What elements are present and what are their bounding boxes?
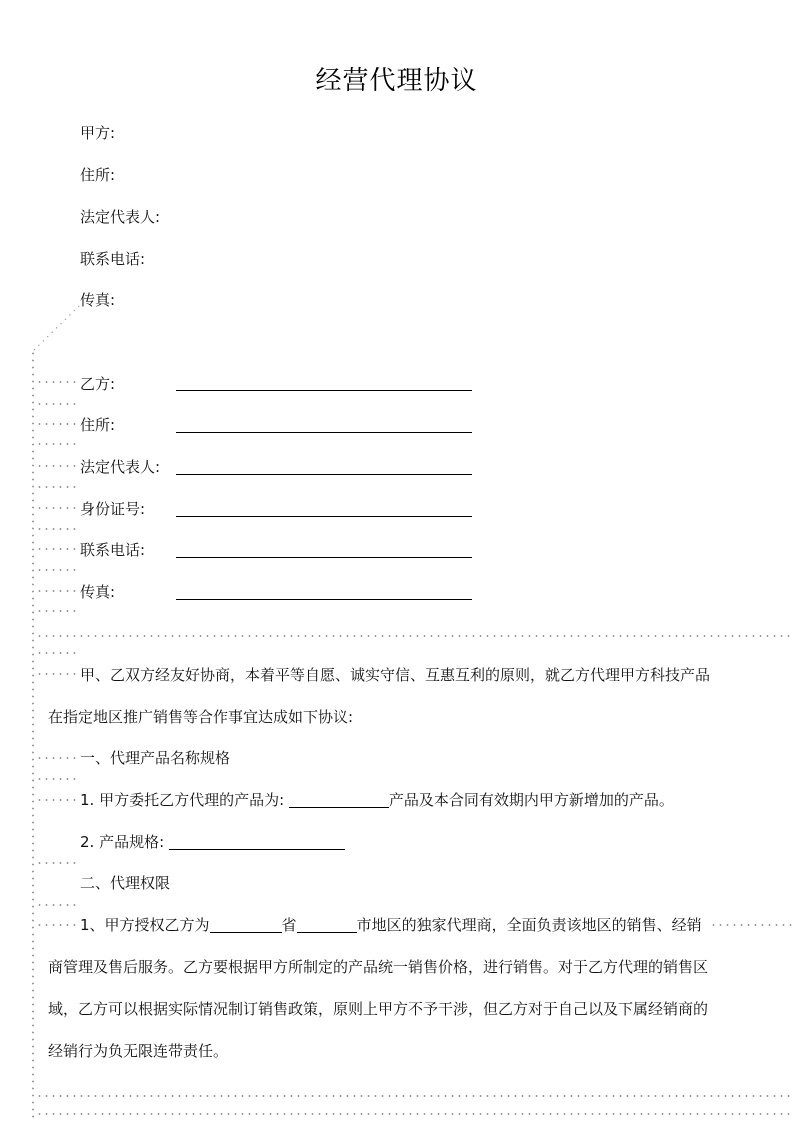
margin-dots-row <box>36 610 76 612</box>
margin-dots-row <box>36 799 76 801</box>
party-a-phone-label: 联系电话: <box>80 250 146 268</box>
party-b-id-label: 身份证号: <box>80 500 146 518</box>
margin-dots-row <box>36 381 76 383</box>
party-b-fax-label: 传真: <box>80 583 116 601</box>
intro-line-2: 在指定地区推广销售等合作事宜达成如下协议: <box>48 708 354 726</box>
section-2-heading: 二、代理权限 <box>80 874 171 892</box>
p1-part-b: 省 <box>281 916 297 934</box>
margin-dots-row <box>36 528 76 530</box>
party-a-label: 甲方: <box>80 124 116 142</box>
section-2-para-line-1 <box>80 914 702 935</box>
product-spec-blank[interactable] <box>169 833 345 850</box>
party-a-legal-rep-label: 法定代表人: <box>80 208 161 226</box>
margin-dots-row <box>36 673 76 675</box>
intro-line-1: 甲、乙双方经友好协商，本着平等自愿、诚实守信、互惠互利的原则，就乙方代理甲方科技产品 <box>80 666 711 684</box>
item-2-prefix: 2. 产品规格: <box>80 833 165 851</box>
margin-dots-full <box>36 635 793 637</box>
margin-dots-row <box>36 924 76 926</box>
margin-dots-row <box>36 423 76 425</box>
margin-dots-row <box>36 862 76 864</box>
city-blank[interactable] <box>297 916 357 933</box>
margin-dots-row <box>36 652 76 654</box>
party-b-fax-field[interactable] <box>176 599 472 600</box>
margin-dots-row <box>36 507 76 509</box>
product-name-blank[interactable] <box>289 791 389 808</box>
p1-part-a: 1、甲方授权乙方为 <box>80 916 210 934</box>
party-b-address-field[interactable] <box>176 432 472 433</box>
margin-dots-full <box>36 1095 793 1097</box>
margin-dots-row <box>36 443 76 445</box>
party-b-legal-rep-label: 法定代表人: <box>80 458 161 476</box>
p1-part-c: 市地区的独家代理商，全面负责该地区的销售、经销 <box>356 916 702 934</box>
item-1-prefix: 1. 甲方委托乙方代理的产品为: <box>80 791 285 809</box>
margin-dots-row <box>36 904 76 906</box>
margin-dots-row <box>36 548 76 550</box>
province-blank[interactable] <box>210 916 282 933</box>
margin-dots-row <box>36 465 76 467</box>
margin-dots-row <box>36 757 76 759</box>
party-b-address-label: 住所: <box>80 416 116 434</box>
margin-dots-right <box>710 924 793 926</box>
margin-dots-row <box>36 590 76 592</box>
party-b-name-field[interactable] <box>176 390 472 391</box>
party-b-phone-label: 联系电话: <box>80 541 146 559</box>
margin-dots-row <box>36 403 76 405</box>
party-a-address-label: 住所: <box>80 166 116 184</box>
document-title: 经营代理协议 <box>315 66 478 96</box>
section-2-para-line-4: 经销行为负无限连带责任。 <box>48 1042 229 1060</box>
party-a-fax-label: 传真: <box>80 291 116 309</box>
party-b-label: 乙方: <box>80 375 116 393</box>
margin-dots-row <box>36 778 76 780</box>
margin-dots-row <box>36 569 76 571</box>
party-b-id-field[interactable] <box>176 516 472 517</box>
section-2-para-line-3: 域，乙方可以根据实际情况制订销售政策，原则上甲方不予干涉，但乙方对于自己以及下属经销商的 <box>48 1000 709 1018</box>
section-1-item-1 <box>80 789 674 810</box>
margin-dots-full <box>36 1113 793 1115</box>
party-b-legal-rep-field[interactable] <box>176 474 472 475</box>
section-1-heading: 一、代理产品名称规格 <box>80 749 231 767</box>
section-1-item-2 <box>80 831 345 852</box>
margin-dots-row <box>36 486 76 488</box>
party-b-phone-field[interactable] <box>176 557 472 558</box>
section-2-para-line-2: 商管理及售后服务。乙方要根据甲方所制定的产品统一销售价格，进行销售。对于乙方代理的销售区 <box>48 958 709 976</box>
item-1-suffix: 产品及本合同有效期内甲方新增加的产品。 <box>388 791 674 809</box>
